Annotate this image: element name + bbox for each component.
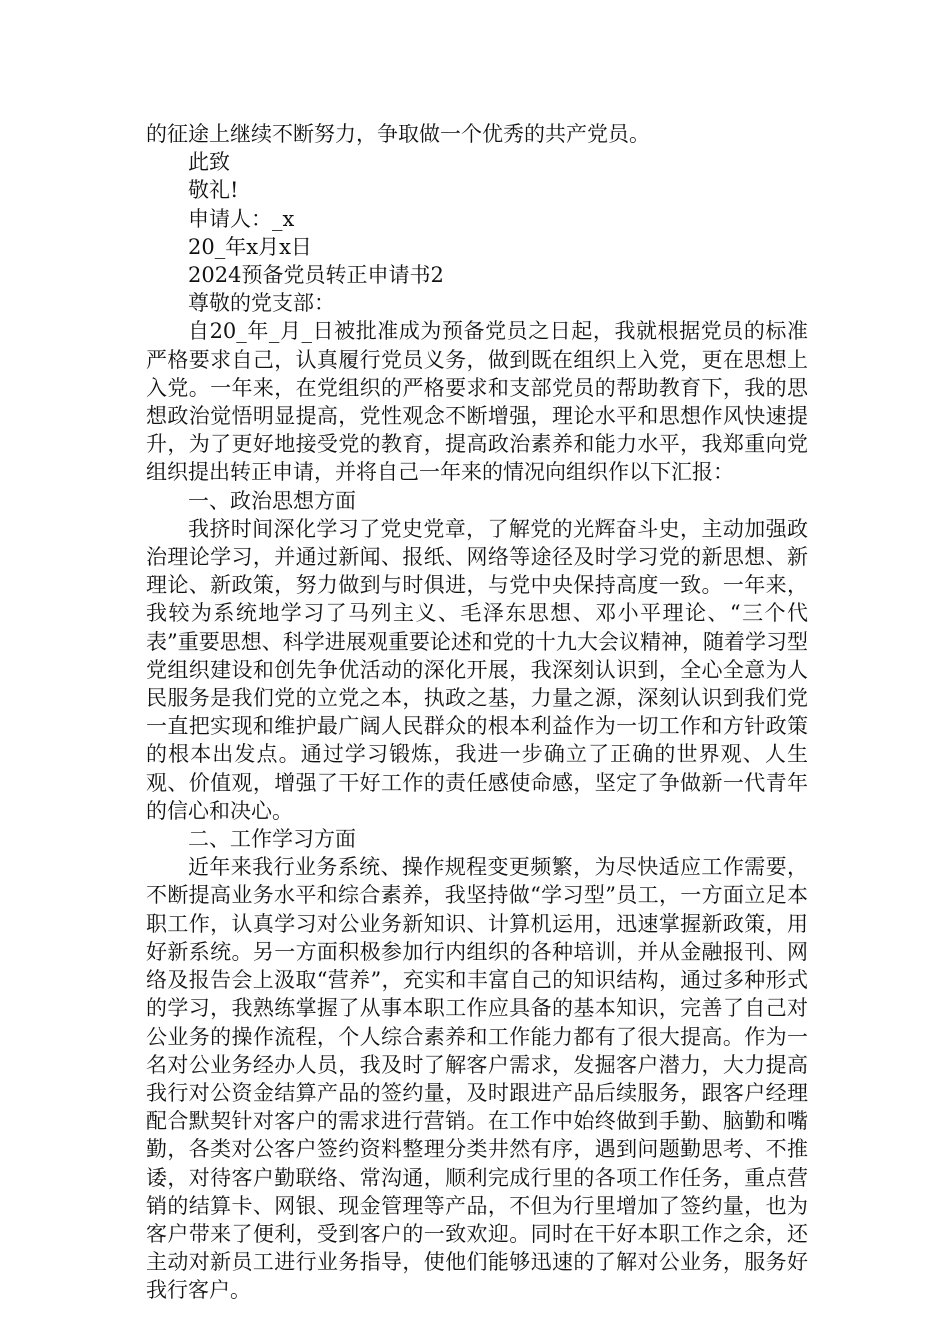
document-body xyxy=(146,120,808,1305)
addressee-line: 尊敬的党支部： xyxy=(188,291,335,316)
paragraph-closing-line: 的征途上继续不断努力，争取做一个优秀的共产党员。 xyxy=(146,122,650,146)
date-line: 20_年x月x日 xyxy=(188,234,312,259)
applicant-line: 申请人：_x xyxy=(188,206,295,231)
paragraph-intro: 自20_年_月_日被批准成为预备党员之日起，我就根据党员的标准严格要求自己，认真履行党员义务，做到既在组织上入党，更在思想上入党。一年来，在党组织的严格要求和支部党员的帮助教育下，我的思想政治觉悟明显提高，党性观念不断增强，理论水平和思想作风快速提升，为了更好地接受党的教育，提高政治素养和能力水平，我郑重向党组织提出转正申请，并将自己一年来的情况向组织作以下汇报： xyxy=(146,319,808,485)
heading-work-study: 二、工作学习方面 xyxy=(188,827,356,852)
salutation-cizhi: 此致 xyxy=(188,150,230,175)
heading-political: 一、政治思想方面 xyxy=(188,488,356,513)
salutation-jingli: 敬礼! xyxy=(188,178,239,203)
section-title: 2024预备党员转正申请书2 xyxy=(188,263,444,288)
paragraph-work-study: 近年来我行业务系统、操作规程变更频繁，为尽快适应工作需要，不断提高业务水平和综合素养，我坚持做“学习型”员工，一方面立足本职工作，认真学习对公业务新知识、计算机运用，迅速掌握新政策，用好新系统。另一方面积极参加行内组织的各种培训，并从金融报刊、网络及报告会上汲取“营养”，充实和丰富自己的知识结构，通过多种形式的学习，我熟练掌握了从事本职工作应具备的基本知识，完善了自己对公业务的操作流程，个人综合素养和工作能力都有了很大提高。作为一名对公业务经办人员，我及时了解客户需求，发掘客户潜力，大力提高我行对公资金结算产品的签约量，及时跟进产品后续服务，跟客户经理配合默契针对客户的需求进行营销。在工作中始终做到手勤、脑勤和嘴勤，各类对公客户签约资料整理分类井然有序，遇到问题勤思考、不推诿，对待客户勤联络、常沟通，顺利完成行里的各项工作任务，重点营销的结算卡、网银、现金管理等产品，不但为行里增加了签约量，也为客户带来了便利，受到客户的一致欢迎。同时在干好本职工作之余，还主动对新员工进行业务指导，使他们能够迅速的了解对公业务，服务好我行客户。 xyxy=(146,855,808,1303)
paragraph-political: 我挤时间深化学习了党史党章，了解党的光辉奋斗史，主动加强政治理论学习，并通过新闻、报纸、网络等途径及时学习党的新思想、新理论、新政策，努力做到与时俱进，与党中央保持高度一致。一年来，我较为系统地学习了马列主义、毛泽东思想、邓小平理论、“三个代表”重要思想、科学进展观重要论述和党的十九大会议精神，随着学习型党组织建设和创先争优活动的深化开展，我深刻认识到，全心全意为人民服务是我们党的立党之本，执政之基，力量之源，深刻认识到我们党一直把实现和维护最广阔人民群众的根本利益作为一切工作和方针政策的根本出发点。通过学习锻炼，我进一步确立了正确的世界观、人生观、价值观，增强了干好工作的责任感使命感，坚定了争做新一代青年的信心和决心。 xyxy=(146,516,808,823)
